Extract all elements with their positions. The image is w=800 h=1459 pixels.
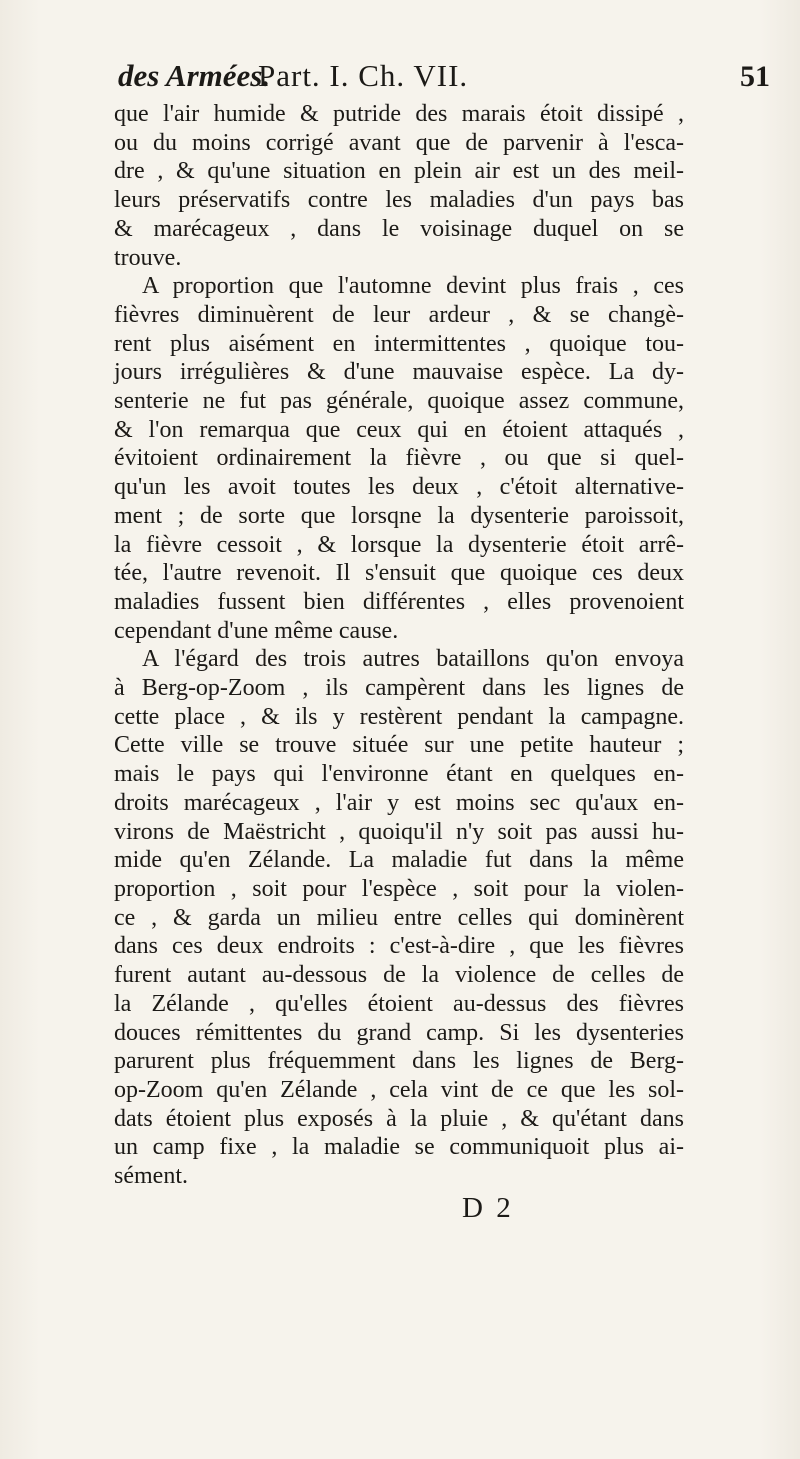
- text-line: ce , & garda un milieu entre celles qui dominèrent: [114, 904, 684, 931]
- text-line: mide qu'en Zélande. La maladie fut dans la même: [114, 847, 684, 874]
- text-line: douces rémittentes du grand camp. Si les dysenteries: [114, 1019, 684, 1046]
- text-line: un camp fixe , la maladie se communiquoit plus ai-: [114, 1134, 684, 1161]
- running-title: des Armées.: [118, 58, 271, 93]
- text-line: ment ; de sorte que lorsqne la dysenterie paroissoit,: [114, 502, 684, 529]
- text-line: parurent plus fréquemment dans les lignes de Berg-: [114, 1048, 684, 1075]
- text-line: senterie ne fut pas générale, quoique assez commune,: [114, 388, 684, 415]
- signature-mark: D 2: [462, 1192, 514, 1224]
- text-line: leurs préservatifs contre les maladies d'un pays bas: [114, 187, 684, 214]
- text-line: & marécageux , dans le voisinage duquel on se: [114, 215, 684, 242]
- text-line: ou du moins corrigé avant que de parvenir à l'esca-: [114, 129, 684, 156]
- text-line: sément.: [114, 1163, 188, 1190]
- text-line: furent autant au-dessous de la violence de celles de: [114, 962, 684, 989]
- text-line: proportion , soit pour l'espèce , soit pour la violen-: [114, 875, 684, 902]
- page-number: 51: [740, 60, 770, 93]
- text-line: la fièvre cessoit , & lorsque la dysenterie étoit arrê-: [114, 531, 684, 558]
- text-line: virons de Maëstricht , quoiqu'il n'y soit pas aussi hu-: [114, 818, 684, 845]
- text-line: trouve.: [114, 244, 182, 271]
- text-line: dats étoient plus exposés à la pluie , & qu'étant dans: [114, 1105, 684, 1132]
- text-line: cette place , & ils y restèrent pendant la campagne.: [114, 703, 684, 730]
- text-line: op-Zoom qu'en Zélande , cela vint de ce que les sol-: [114, 1076, 684, 1103]
- text-line: & l'on remarqua que ceux qui en étoient attaqués ,: [114, 416, 684, 443]
- text-line: mais le pays qui l'environne étant en quelques en-: [114, 761, 684, 788]
- text-line: fièvres diminuèrent de leur ardeur , & se changè-: [114, 301, 684, 328]
- text-line: tée, l'autre revenoit. Il s'ensuit que quoique ces deux: [114, 560, 684, 587]
- text-line: qu'un les avoit toutes les deux , c'étoit alternative-: [114, 474, 684, 501]
- text-line: rent plus aisément en intermittentes , quoique tou-: [114, 330, 684, 357]
- text-line: à Berg-op-Zoom , ils campèrent dans les lignes de: [114, 675, 684, 702]
- text-line: A proportion que l'automne devint plus frais , ces: [142, 273, 684, 300]
- text-line: maladies fussent bien différentes , elles provenoient: [114, 588, 684, 615]
- text-line: A l'égard des trois autres bataillons qu'on envoya: [142, 646, 684, 673]
- page-header: [0, 58, 800, 98]
- part-chapter-heading: Part. I. Ch. VII.: [258, 58, 469, 93]
- text-line: jours irrégulières & d'une mauvaise espèce. La dy-: [114, 359, 684, 386]
- text-line: évitoient ordinairement la fièvre , ou que si quel-: [114, 445, 684, 472]
- text-line: la Zélande , qu'elles étoient au-dessus des fièvres: [114, 990, 684, 1017]
- text-line: que l'air humide & putride des marais étoit dissipé ,: [114, 101, 684, 127]
- text-line: dans ces deux endroits : c'est-à-dire , que les fièvres: [114, 933, 684, 960]
- text-line: dre , & qu'une situation en plein air est un des meil-: [114, 158, 684, 185]
- body-text: [114, 100, 684, 1191]
- text-line: droits marécageux , l'air y est moins sec qu'aux en-: [114, 789, 684, 816]
- text-line: cependant d'une même cause.: [114, 617, 399, 644]
- text-line: Cette ville se trouve située sur une petite hauteur ;: [114, 732, 684, 759]
